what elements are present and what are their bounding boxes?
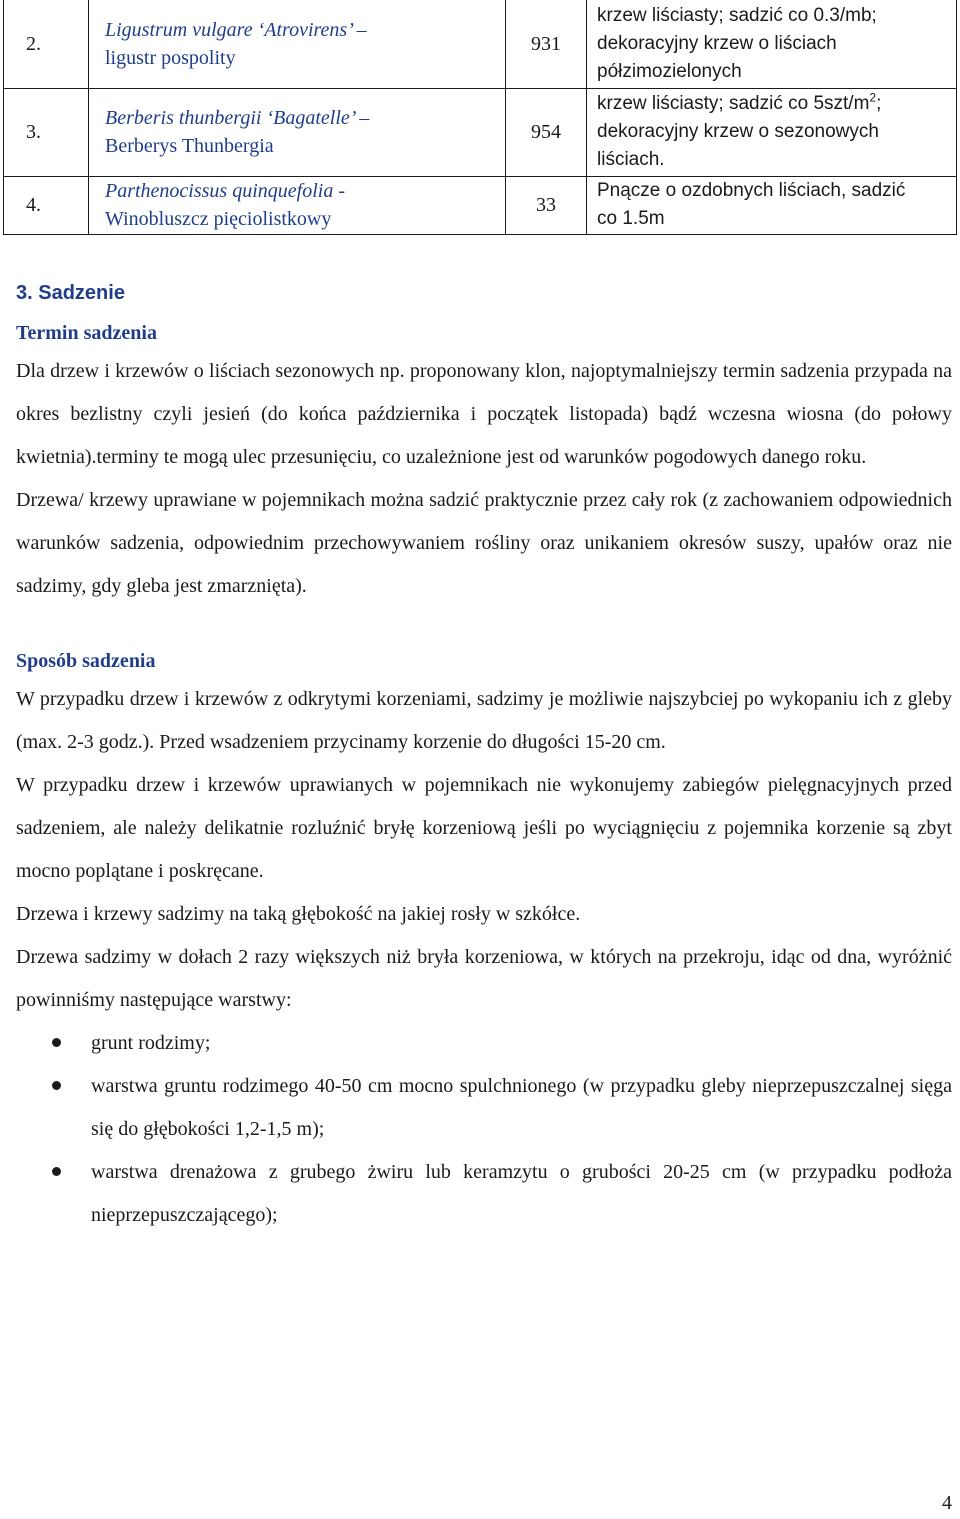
paragraph: Drzewa sadzimy w dołach 2 razy większych niż bryła korzeniowa, w których na przekroju, idąc od dna, wyróżnić powinniśmy następujące warstwy: bbox=[16, 946, 952, 1011]
description-line: dekoracyjny krzew o sezonowych bbox=[597, 121, 879, 142]
description-line: Pnącze o ozdobnych liściach, sadzić bbox=[597, 180, 906, 201]
section-heading: 3. Sadzenie bbox=[16, 282, 125, 304]
row-number: 2. bbox=[4, 0, 89, 88]
quantity-cell: 931 bbox=[506, 0, 587, 88]
bullet-icon bbox=[52, 1167, 61, 1176]
paragraph: W przypadku drzew i krzewów uprawianych w pojemnikach nie wykonujemy zabiegów pielęgnacyjnych przed sadzeniem, ale należy delikatnie rozluźnić bryłę korzeniową jeśli po wyciągnięciu z pojemnika korzenie są zbyt mocno poplątane i poskręcane. bbox=[16, 774, 952, 882]
list-item: warstwa drenażowa z grubego żwiru lub keramzytu o grubości 20-25 cm (w przypadku podłoża nieprzepuszczającego); bbox=[16, 1151, 952, 1237]
row-number: 3. bbox=[4, 88, 89, 176]
paragraph: Dla drzew i krzewów o liściach sezonowych np. proponowany klon, najoptymalniejszy termin sadzenia przypada na okres bezlistny czyli jesień (do końca października i początek listopada) bądź wczesna wiosna (do połowy kwietnia).terminy te mogą ulec przesunięciu, co uzależnione jest od warunków pogodowych danego roku. bbox=[16, 360, 952, 468]
list-item: grunt rodzimy; bbox=[16, 1022, 952, 1065]
plant-common-name: Winobluszcz pięciolistkowy bbox=[105, 208, 332, 230]
description-line: dekoracyjny krzew o liściach bbox=[597, 32, 837, 54]
layer-list bbox=[16, 1022, 952, 1237]
plant-common-name: ligustr pospolity bbox=[105, 46, 236, 69]
plant-latin-name: Berberis thunbergii ‘Bagatelle’ – bbox=[105, 107, 370, 129]
table-row bbox=[4, 176, 957, 234]
plant-name-cell bbox=[89, 176, 506, 234]
planting-section bbox=[16, 276, 952, 1237]
table-row bbox=[4, 0, 957, 88]
description-cell bbox=[587, 88, 957, 176]
page-number: 4 bbox=[942, 1492, 952, 1514]
plant-common-name: Berberys Thunbergia bbox=[105, 135, 274, 157]
bullet-icon bbox=[52, 1038, 61, 1047]
row-number: 4. bbox=[4, 176, 89, 234]
subheading-planting-time: Termin sadzenia bbox=[16, 322, 157, 344]
list-item: warstwa gruntu rodzimego 40-50 cm mocno spulchnionego (w przypadku gleby nieprzepuszczalnej sięga się do głębokości 1,2-1,5 m); bbox=[16, 1065, 952, 1151]
quantity-cell: 33 bbox=[506, 176, 587, 234]
description-line: co 1.5m bbox=[597, 208, 665, 229]
table-row bbox=[4, 88, 957, 176]
description-cell bbox=[587, 0, 957, 88]
plant-name-cell bbox=[89, 0, 506, 88]
description-cell bbox=[587, 176, 957, 234]
plant-name-cell bbox=[89, 88, 506, 176]
plant-latin-name: Ligustrum vulgare ‘Atrovirens’ – bbox=[105, 18, 367, 41]
description-line: półzimozielonych bbox=[597, 60, 742, 82]
description-line: krzew liściasty; sadzić co 0.3/mb; bbox=[597, 4, 877, 26]
quantity-cell: 954 bbox=[506, 88, 587, 176]
subheading-planting-method: Sposób sadzenia bbox=[16, 650, 156, 672]
paragraph: Drzewa/ krzewy uprawiane w pojemnikach można sadzić praktycznie przez cały rok (z zachowaniem odpowiednich warunków sadzenia, odpowiednim przechowywaniem rośliny oraz unikaniem okresów suszy, upałów oraz nie sadzimy, gdy gleba jest zmarznięta). bbox=[16, 489, 952, 597]
plant-table bbox=[3, 0, 957, 235]
plant-latin-name: Parthenocissus quinquefolia - bbox=[105, 180, 345, 202]
paragraph: Drzewa i krzewy sadzimy na taką głębokość na jakiej rosły w szkółce. bbox=[16, 903, 581, 925]
description-line: krzew liściasty; sadzić co $5szt/m^2$; bbox=[597, 90, 882, 114]
paragraph: W przypadku drzew i krzewów z odkrytymi korzeniami, sadzimy je możliwie najszybciej po wykopaniu ich z gleby (max. 2-3 godz.). Przed wsadzeniem przycinamy korzenie do długości 15-20 cm. bbox=[16, 688, 952, 753]
description-line: liściach. bbox=[597, 149, 665, 170]
bullet-icon bbox=[52, 1081, 61, 1090]
